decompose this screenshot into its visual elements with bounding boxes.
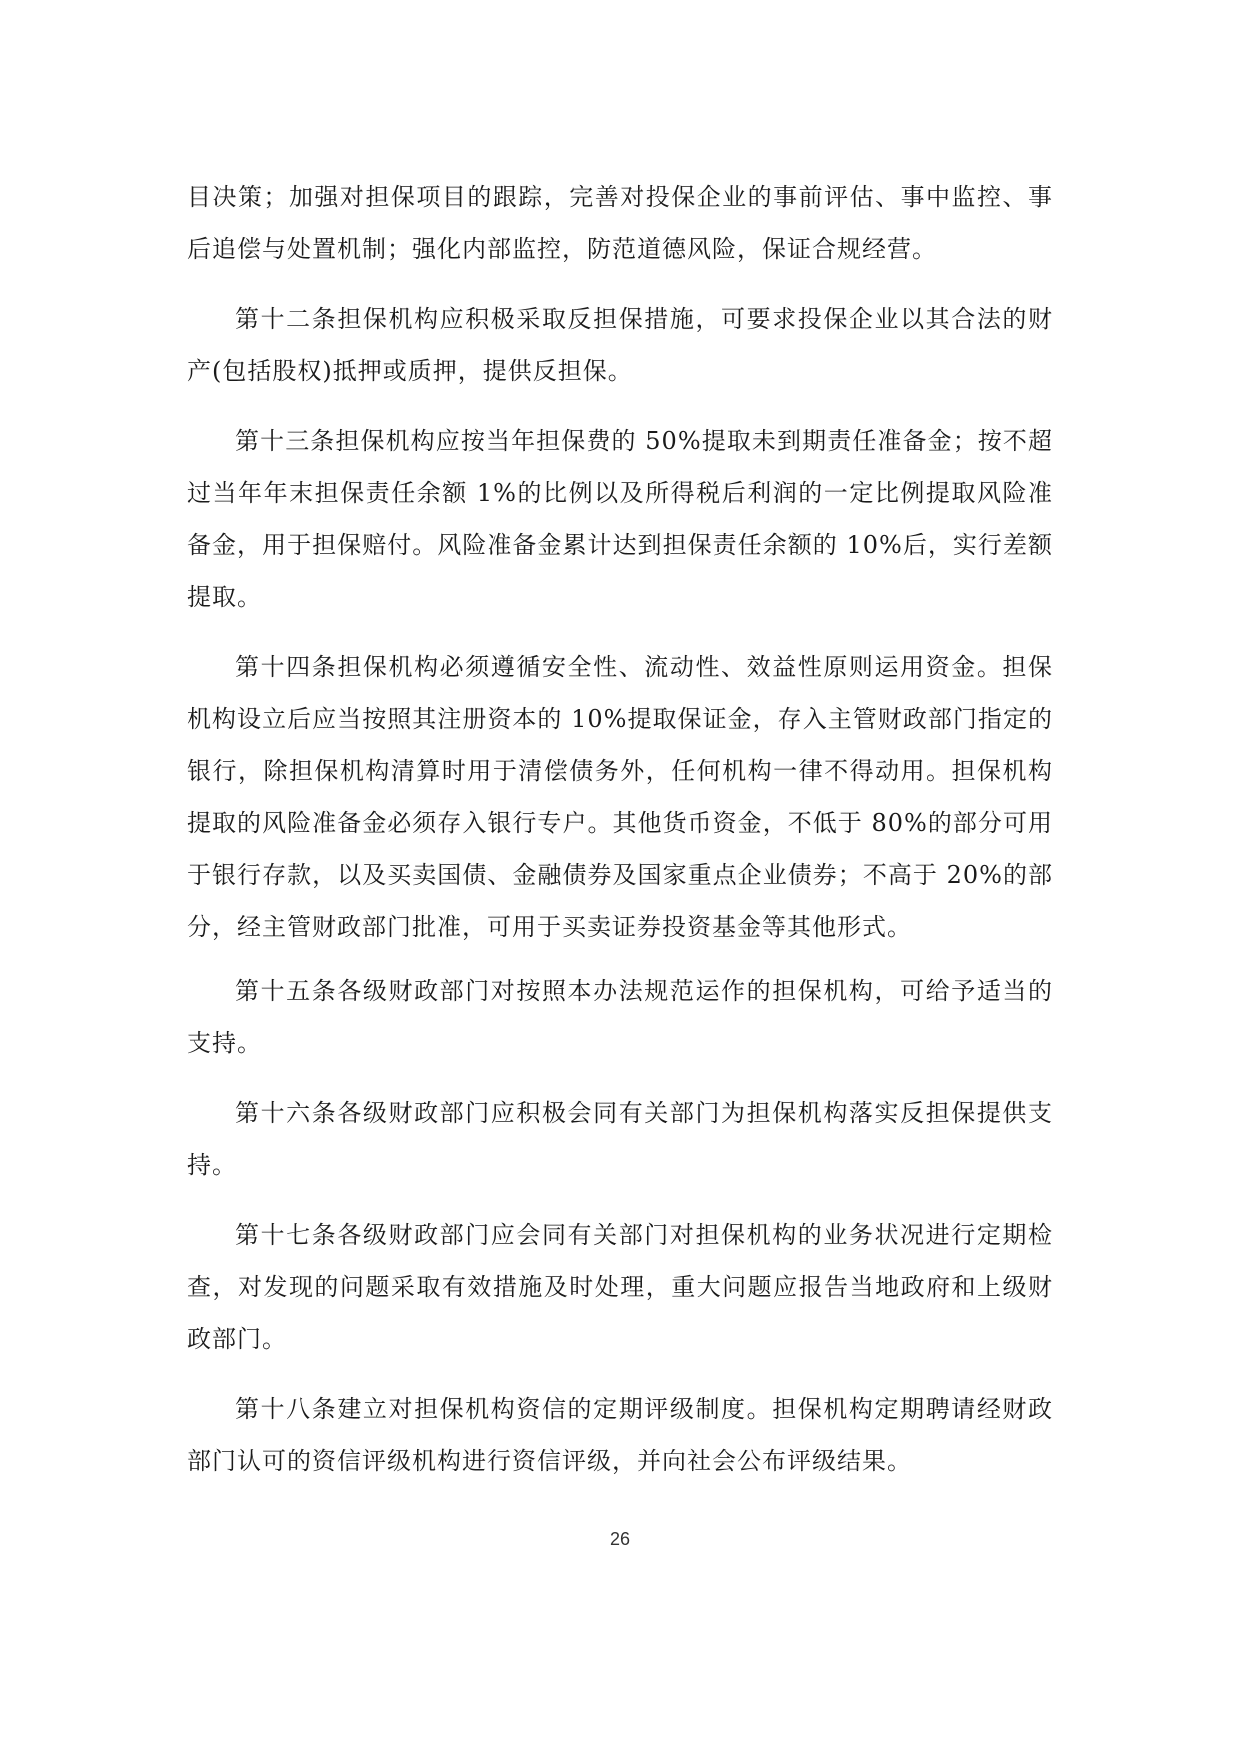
article-17-paragraph: 第十七条各级财政部门应会同有关部门对担保机构的业务状况进行定期检查，对发现的问题采取有效措施及时处理，重大问题应报告当地政府和上级财政部门。 <box>187 1221 1053 1353</box>
article-12-paragraph: 第十二条担保机构应积极采取反担保措施，可要求投保企业以其合法的财产(包括股权)抵押或质押，提供反担保。 <box>187 305 1053 385</box>
article-16-paragraph: 第十六条各级财政部门应积极会同有关部门为担保机构落实反担保提供支持。 <box>187 1099 1053 1179</box>
page-number: 26 <box>609 1529 631 1549</box>
article-14-paragraph: 第十四条担保机构必须遵循安全性、流动性、效益性原则运用资金。担保机构设立后应当按照其注册资本的 10%提取保证金，存入主管财政部门指定的银行，除担保机构清算时用于清偿债务外，任何机构一律不得动用。担保机构提取的风险准备金必须存入银行专户。其他货币资金，不低于 80%的部分可用于银行存款，以及买卖国债、金融债券及国家重点企业债券；不高于 20%的部分，经主管财政部门批准，可用于买卖证券投资基金等其他形式。 <box>187 653 1053 941</box>
article-15-paragraph: 第十五条各级财政部门对按照本办法规范运作的担保机构，可给予适当的支持。 <box>187 977 1053 1057</box>
article-18-paragraph: 第十八条建立对担保机构资信的定期评级制度。担保机构定期聘请经财政部门认可的资信评级机构进行资信评级，并向社会公布评级结果。 <box>187 1395 1053 1475</box>
article-13-paragraph: 第十三条担保机构应按当年担保费的 50%提取未到期责任准备金；按不超过当年年末担保责任余额 1%的比例以及所得税后利润的一定比例提取风险准备金，用于担保赔付。风险准备金累计达到担保责任余额的 10%后，实行差额提取。 <box>187 427 1053 611</box>
paragraph-continuation: 目决策；加强对担保项目的跟踪，完善对投保企业的事前评估、事中监控、事后追偿与处置机制；强化内部监控，防范道德风险，保证合规经营。 <box>187 183 1053 263</box>
